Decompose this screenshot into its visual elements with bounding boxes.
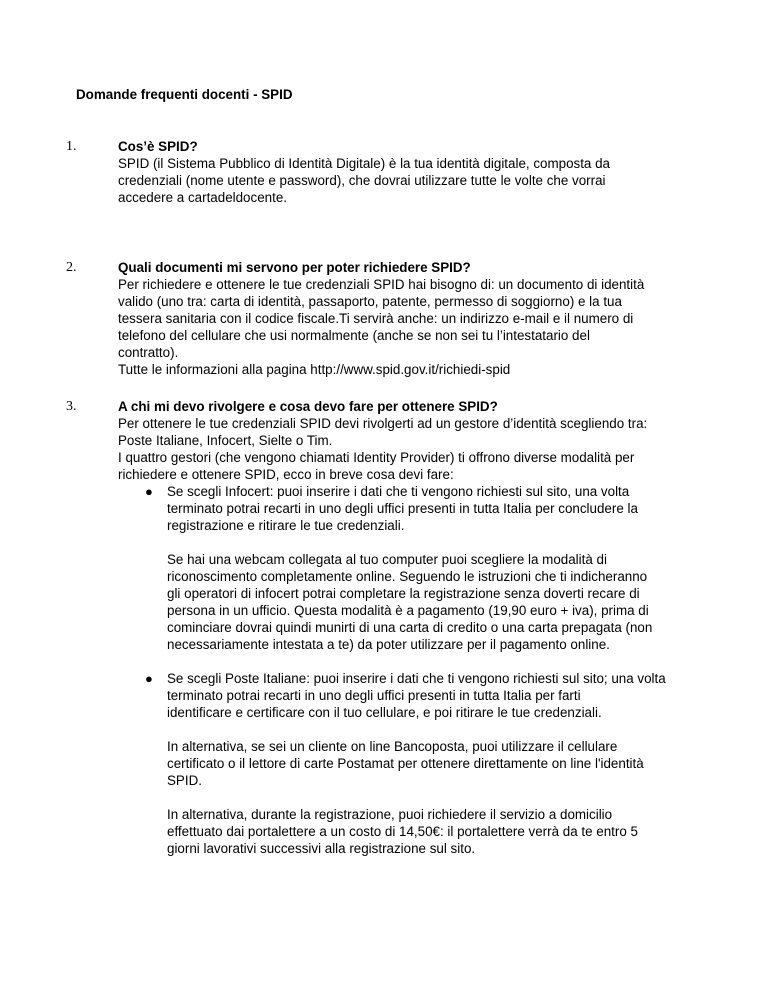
faq-item-2 [66,259,706,378]
paragraph-line: giorni lavorativi successivi alla registrazione sul sito. [167,841,476,856]
paragraph-line: cominciare dovrai quindi munirti di una carta di credito o una carta prepagata (non [167,620,653,635]
faq-item-3 [66,398,706,857]
faq-answer-line: I quattro gestori (che vengono chiamati Identity Provider) ti offrono diverse modalità per [118,450,635,465]
faq-answer-line: credenziali (nome utente e password), che dovrai utilizzare tutte le volte che vorrai [118,173,606,188]
paragraph-line: In alternativa, durante la registrazione, puoi richiedere il servizio a domicilio [167,807,613,822]
page-title: Domande frequenti docenti - SPID [76,87,293,102]
faq-number: 1. [66,139,77,154]
paragraph-line: SPID. [167,773,202,788]
paragraph-line: necessariamente intestata a te) da poter utilizzare per il pagamento online. [167,637,610,652]
faq-answer-line: contratto). [118,345,179,360]
faq-answer-line: Per ottenere le tue credenziali SPID devi rivolgerti ad un gestore d’identità scegliendo tra: [118,416,648,431]
bullet-line: Se scegli Infocert: puoi inserire i dati che ti vengono richiesti sul sito, una volta [167,484,630,499]
bullet-line: Se scegli Poste Italiane: puoi inserire i dati che ti vengono richiesti sul sito; una volta [167,671,666,686]
faq-number: 2. [66,260,77,275]
bullet-icon: ● [145,671,153,686]
bullet-paragraph [167,551,706,653]
bullet-line: identificare e certificare con il tuo cellulare, e poi ritirare le tue credenziali. [167,705,602,720]
faq-answer-line: accedere a cartadeldocente. [118,190,287,205]
faq-item-1 [66,138,706,206]
bullet-paragraph [167,806,706,857]
faq-answer-line: Tutte le informazioni alla pagina http://www.spid.gov.it/richiedi-spid [118,362,511,377]
faq-answer-line: SPID (il Sistema Pubblico di Identità Digitale) è la tua identità digitale, composta da [118,156,610,171]
bullet-paragraph [167,738,706,789]
bullet-line: terminato potrai recarti in uno degli uffici presenti in tutta Italia per farti [167,688,581,703]
paragraph-line: effettuato dai portalettere a un costo di 14,50€: il portalettere verrà da te entro 5 [167,824,638,839]
bullet-line: registrazione e ritirare le tue credenziali. [167,518,405,533]
paragraph-line: gli operatori di infocert potrai completare la registrazione senza doverti recare di [167,586,640,601]
faq-question: Quali documenti mi servono per poter richiedere SPID? [118,260,471,275]
faq-answer-line: Per richiedere e ottenere le tue credenziali SPID hai bisogno di: un documento di identità [118,277,645,292]
bullet-item-poste [145,670,706,721]
paragraph-line: persona in un ufficio. Questa modalità è a pagamento (19,90 euro + iva), prima di [167,603,649,618]
paragraph-line: In alternativa, se sei un cliente on line Bancoposta, puoi utilizzare il cellulare [167,739,618,754]
paragraph-line: riconoscimento completamente online. Seguendo le istruzioni che ti indicheranno [167,569,648,584]
faq-answer-line: tessera sanitaria con il codice fiscale.Ti servirà anche: un indirizzo e-mail e il numero di [118,311,634,326]
faq-question: A chi mi devo rivolgere e cosa devo fare per ottenere SPID? [118,399,498,414]
faq-answer-line: richiedere e ottenere SPID, ecco in breve cosa devi fare: [118,467,454,482]
bullet-line: terminato potrai recarti in uno degli uffici presenti in tutta Italia per concludere la [167,501,638,516]
faq-answer-line: telefono del cellulare che usi normalmente (anche se non sei tu l’intestatario del [118,328,590,343]
paragraph-line: Se hai una webcam collegata al tuo computer puoi scegliere la modalità di [167,552,607,567]
faq-answer-line: valido (uno tra: carta di identità, passaporto, patente, permesso di soggiorno) e la tua [118,294,622,309]
faq-question: Cos’è SPID? [118,139,198,154]
bullet-item-infocert [145,483,706,534]
faq-answer-line: Poste Italiane, Infocert, Sielte o Tim. [118,433,333,448]
bullet-icon: ● [145,484,153,499]
paragraph-line: certificato o il lettore di carte Postamat per ottenere direttamente on line l'identità [167,756,644,771]
faq-number: 3. [66,399,77,414]
